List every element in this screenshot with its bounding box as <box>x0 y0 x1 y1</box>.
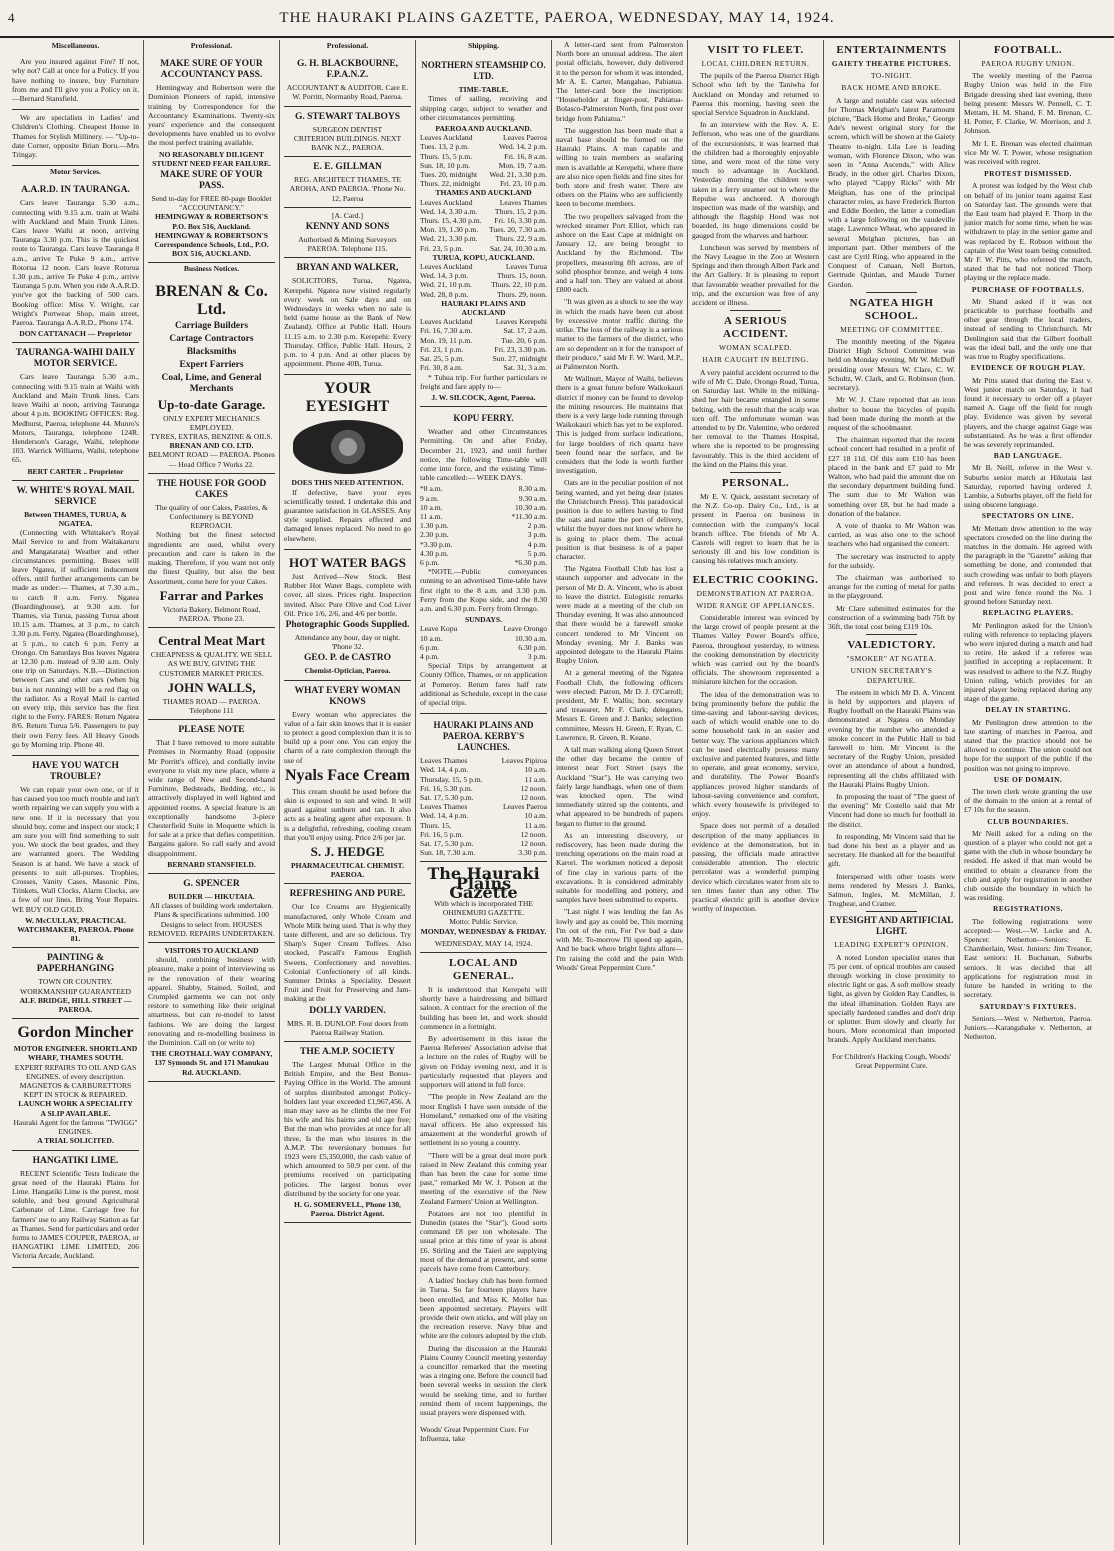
timetable-row: Thurs. 15, 4.30 p.m. Fri. 16, 3.30 p.m. <box>420 216 547 226</box>
painting-ad: PAINTING & PAPERHANGING TOWN OR COUNTRY. WORKMANSHIP GUARANTEED ALF. BRIDGE, HILL STREET — PAEROA. <box>12 948 139 1019</box>
fire-insurance-ad: Are you insured against Fire? If not, why not? Call at once for a Policy. If you have nothing to insure, buy Furniture from me and I'll give you a Policy on it.—Bernard Stansfield. <box>12 54 139 110</box>
masthead <box>0 0 1114 38</box>
timetable-row: Wed. 14, 4 p.m. 10 a.m. <box>420 765 547 775</box>
turua-kopu-table <box>420 262 547 299</box>
article-paragraph: The weekly meeting of the Paeroa Rugby Union was held in the Fire Brigade dressing shed last evening, there being present: Messrs W. Pennell, C. T. Mettam, H. M. Shand, F. M. Brenan, C. H. Potter, F. Clarke, W. Morrison, and J. Johnson. <box>964 71 1092 136</box>
section-heading: Business Notices. <box>183 264 240 274</box>
masthead-title: THE HAURAKI PLAINS GAZETTE, PAEROA, WEDNESDAY, MAY 14, 1924. <box>279 10 835 26</box>
timetable-row: Sun. 18, 10 p.m. Mon. 19, 7 a.m. <box>420 160 547 170</box>
thames-auckland-table <box>420 198 547 253</box>
valedictory-heading: VALEDICTORY. <box>847 639 936 652</box>
timetable-row: Fri. 16, 7.30 a.m. Sat. 17, 2 a.m. <box>420 326 547 336</box>
article-paragraph: Mr Clare submitted estimates for the construction of a swimming bath 75ft by 36ft, the total cost being £119 10s. <box>828 603 955 631</box>
football-heading: FOOTBALL. <box>993 44 1063 56</box>
timetable-row: Wed. 28, 8 p.m. Thurs. 29, noon. <box>420 289 547 299</box>
crothall-ad: VISITORS TO AUCKLAND should, combining business with pleasure, make a point of interviewing us re the renovation of their wearing apparel. Shabby, Stained, Soiled, and Crumpled garments we can not only restore to something like their original smartness, but can re-model to latest fashions. We are doing the largest renovating and re-modelling business in the Dominion. Call on (or write to) THE CROTHALL WAY COMPANY, 137 Symonds St. and 171 Manukau Rd. AUCKLAND. <box>148 943 275 1082</box>
article-paragraph: It is understood that Kerepehi will shortly have a hairdressing and billiard saloon. A contract for the erection of the building has been let, and work should commence in a fortnight. <box>420 985 547 1031</box>
electric-cooking-article <box>692 613 819 914</box>
paeroa-auckland-table <box>420 133 547 188</box>
cakes-ad: THE HOUSE FOR GOOD CAKES The quality of our Cakes, Pastries, & Confectionery is BEYOND REPROACH. Nothing but the finest selected ingredients are used, whilst every precaution and care is taken in the making. Therefore, if you want not only the finest Quality, but also the best Assortment, come here for your Cakes. Farrar and Parkes Victoria Bakery, Belmont Road, PAEROA. 'Phone 23. <box>148 474 275 628</box>
fleet-heading: VISIT TO FLEET. <box>707 44 804 56</box>
ngatea-article <box>828 337 955 631</box>
talboys-card: G. STEWART TALBOYS SURGEON DENTIST CRITERION BUILDINGS. NEXT BANK N.Z., PAEROA. <box>284 107 411 158</box>
timetable-row: Fri. 16, 5.30 p.m. 12 noon. <box>420 783 547 793</box>
sunday-ferry-table <box>420 624 547 661</box>
football-article <box>964 71 1092 166</box>
article-paragraph: In responding, Mr Vincent said that he had done his best as a player and as secretary. He thanked all for the beautiful gift. <box>828 831 955 869</box>
column-8: FOOTBALL. PAEROA RUGBY UNION. The weekly meeting of the Paeroa Rugby Union was held in the Fire Brigade dressing shed last evening, there being present: Messrs W. Pennell, C. T. Mettam, H. M. Shand, F. M. Brenan, C. H. Potter, F. Clarke, W. Morrison, and J. Johnson. Mr I. E. Brenan was elected chairman vice Mr W. T. Power, whose resignation was received with regret. PROTEST DISMISSED. A protest was lodged by the West club on behalf of its junior team against East on Saturday last. The grounds were that the East team had played F. Thorp in the junior match for some time, when he was withdrawn to play in the senior game and was replaced by E. Robson without the captain of the West team being consulted. Mr F. W. Pitts, who refereed the match, stated that he had not noticed Thorp playing or the replace made. PURCHASE OF FOOTBALLS. Mr Shand asked if it was not practicable to purchase footballs and other gear through the local traders, instead of sending to Christchurch. Mr Denlington said that the Gilbert football was the ideal ball, and the only one that was true to Rugby specifications. EVIDENCE OF ROUGH PLAY. Mr Pitts stated that during the East v. West junior match on Saturday, it had found it necessary to order off a player named A. Gage off the field for rough play. Evidence was given by several players, and the charge against Gage was substantiated. As he was a first offender he was severely reprimanded. BAD LANGUAGE. Mr B. Neill, referee in the West v. Suburbs senior match at Hikutaia last Saturday, reported having ordered J. Lambie, a Suburbs player, off the field for using obscene language. SPECTATORS ON LINE. Mr Mettam drew attention to the way spectators crowded on the line during the matches in the domain. He agreed with the paragraph in the "Gazette" asking that something be done, and contended that such crowding was unfair to both players and referees. It was decided to erect a post and wire fence round the No. 1 ground before Saturday next. REPLACING PLAYERS. Mr Penlington asked for the Union's ruling with reference to replacing players who were injured during a match and had to retire. He asked if a referee was justified in accepting a replacement. It was resolved to adhere to the N.Z. Rugby Union ruling, which provides for an injured player being replaced during any stage of the game. DELAY IN STARTING. Mr Penlington drew attention to the late starting of matches in Paeroa, and stated that the practice should not be allowed to continue. The union could not hope for the support of the public if the position was not going to improve. USE OF DOMAIN. The town clerk wrote granting the use of the domain to the union at a rental of £7 10s for the season. CLUB BOUNDARIES. Mr Neill asked for a ruling on the question of a player who could not get a game with the club in whose boundary he resided. He asked if that man would be entitled to obtain a clearance from the club and apply for registration in another club outside the boundary in which he was residing. REGISTRATIONS. The following registrations were accepted:— West.—W. Locke and A. Spencer. Netherton—Seniors: E. Chamberlain, West. Juniors: Jim Treanor, East seniors: H. Buchanan, Suburbs seniors. It was decided that all applications for registration must in future be handed in writing to the secretary. SATURDAY'S FIXTURES. Seniors.—West v. Netherton, Paeroa. Juniors.—Karangahake v. Netherton, at Netherton. <box>964 44 1092 1042</box>
timetable-row: 10 a.m. 10.30 a.m. <box>420 502 547 512</box>
column-7: ENTERTAINMENTS GAIETY THEATRE PICTURES. TO-NIGHT. BACK HOME AND BROKE. A large and notable cast was selected for Thomas Meighan's latest Paramount picture, "Back Home and Broke," George Ade's newest original story for the screen, which will be shown at the Gaiety Theatre to-night. Lila Lee is leading woman, with Florence Dixon, who was seen in "Anna Ascends," with Alice Brady, in the other girl. Charles Dixon, who played "Cappy Ricks" with Mr Meighan, has one of the principal character roles, as have Frederick Burton and Eddie Borden, the latter a comedian with a large following on the vaudeville stage. Lawrence Wheat, who appeared in several Meighan pictures, has an important part. Other members of the cast are Cyril Ring, who appeared in the Conquest of Canaan, Nell Burton, Gertrude Quinlan, and Maude Turner Gordon. NGATEA HIGH SCHOOL. MEETING OF COMMITTEE. The monthly meeting of the Ngatea District High School Committee was held on Monday evening. Mr W. McDuff presiding over Messrs W. Clare, C. W. Schultz, W. Clark, and G. Robinson (hon. secretary). Mr W. J. Clare reported that an iron shelter to house the bicycles of pupils had been made during the month at the request of the schoolmaster. The chairman reported that the recent school concert had resulted in a profit of £27 18 11d. Of this sum £10 has been placed in the bank and £7 paid to Mr Walton, who had paid the amount due on the secondary department building fund. The sum due to Mr Walton was something over £8, but he had made a donation of the balance. A vote of thanks to Mr Walton was carried, as was also one to the school teachers who had organised the concert. The secretary was instructed to apply for the subsidy. The chairman was authorised to arrange for the cutting of metal for paths in the playground. Mr Clare submitted estimates for the construction of a swimming bath 75ft by 36ft, the total cost being £119 10s. VALEDICTORY. "SMOKER" AT NGATEA. UNION SECRETARY'S DEPARTURE. The esteem in which Mr D. A. Vincent is held by supporters and players of Rugby football on the Hauraki Plains was demonstrated at Ngatea on Monday evening by the number who attended a smoke concert in the Public Hall to bid farewell to him. Mr Vincent is the secretary of the Rugby Union, presided over an attendance of about a hundred, representing all the clubs affiliated with the Hauraki Plains Rugby Union. In proposing the toast of "The guest of the evening" Mr Costello said that Mr Vincent had done so much for football in the district. In responding, Mr Vincent said that he had done his best as a player and as secretary. He thanked all for the beautiful gift. Interspersed with other toasts were items rendered by Messrs J. Banks, Salmon, Ingles, M. McMillan, J. Trughear, and Cramer. EYESIGHT AND ARTIFICIAL LIGHT. LEADING EXPERT'S OPINION. A noted London specialist states that 75 per cent. of optical troubles are caused through working in close proximity to electric light or gas. A soft mellow steady light, as given by Golden Ray Candles, is the ideal illumination. Golden Rays are specially hardened candles and don't drip or splutter. Burn slowly and clearly for hours. More economical than imported brands. Apply Auckland merchants. For Children's Hacking Cough, Woods' Great Peppermint Cure. <box>824 40 960 1545</box>
nyals-ad: WHAT EVERY WOMAN KNOWS Every woman who appreciates the value of a fair skin knows that it is easier to protect a good complexion than it is to build up a poor one. You can enjoy the charm of a rare complexion through the use of Nyals Face Cream This cream should be used before the skin is exposed to sun and wind. It will guard against sunburn and tan. It also acts as a healing agent after exposure. It is a delightful, refreshing, cooling cream that you'll enjoy using. Price 2/6 per jar. S. J. HEDGE PHARMACEUTICAL CHEMIST. PAEROA. <box>284 681 411 885</box>
column-4 <box>416 40 552 1545</box>
meat-mart-ad: Central Meat Mart CHEAPNESS & QUALITY. WE SELL AS WE BUY, GIVING THE CUSTOMER MARKET PRICES. JOHN WALLS, THAMES ROAD — PAEROA. Telephone 111 <box>148 628 275 720</box>
article-paragraph: The two propellers salvaged from the wrecked steamer Port Elliot, which ran ashore on the East Cape at midnight on January 12, are being brought to Auckland by the Richmond. The propellers, measuring 8ft across, are of solid phosphor bronze, and weigh 4 tons and a half ton. They are valued at about £800 each. <box>556 211 683 295</box>
timetable-row: Sat. 17, 5.30 p.m. 12 noon. <box>420 793 547 803</box>
timetable-row: Thursday, 15, 5 p.m. 11 a.m. <box>420 774 547 784</box>
timetable-row: Leaves Auckland Leaves Thames <box>420 197 547 207</box>
personal-heading: PERSONAL. <box>721 476 790 489</box>
kenny-card: [A. Card.] KENNY AND SONS Authorised & Mining Surveyors PAEROA. Telephone 115. <box>284 208 411 259</box>
section-heading: Shipping. <box>467 41 500 50</box>
kopu-ferry-table <box>420 484 547 567</box>
article-paragraph: "There will be a great deal more pork raised in New Zealand this coming year than has been the case for some time past," remarked Mr W. J. Poison at the meeting of the executive of the New Zealand Farmers' Union at Wellington. <box>420 1150 547 1206</box>
timetable-row: Thurs. 15, 11 a.m. <box>420 820 547 830</box>
timetable-row: Mon. 19, 11 p.m. Tue. 20, 6 p.m. <box>420 335 547 345</box>
local-news-body <box>420 985 547 1417</box>
accountancy-ad: MAKE SURE OF YOUR ACCOUNTANCY PASS. Hemingway and Robertson were the Dominion Pioneers of rapid, intensive training by Correspondence for the Accountancy Examinations. Twenty-six years' experience and the consequent developments have enabled us to evolve the most perfect training available. NO REASONABLY DILIGENT STUDENT NEED FEAR FAILURE. MAKE SURE OF YOUR PASS. Send to-day for FREE 80-page Booklet "ACCOUNTANCY." HEMINGWAY & ROBERTSON'S P.O. Box 516, Auckland. HEMINGWAY & ROBERTSON'S Correspondence Schools, Ltd., P.O. BOX 516, AUCKLAND. <box>148 54 275 263</box>
article-paragraph: Luncheon was served by members of the Navy League in the Zoo at Western Springs and then through Albert Park and the Art Gallery. It is pleasing to report that favourable weather prevailed for the trip, and the excursion was free of any accident or illness. <box>692 242 819 308</box>
timetable-row: 1.30 p.m. 2 p.m. <box>420 521 547 531</box>
timetable-row: Tues. 20, midnight Wed. 21, 3.30 p.m. <box>420 170 547 180</box>
article-paragraph: "It was given as a shock to see the way in which the roads have been cut about by excessive motor traffic during the strike. The loss of the railway is a serious matter to the farmers of the district, who are so dependent on it for the transport of their produce," said Mr F. W. Ward, M.P., at Palmerston North. <box>556 297 683 371</box>
eyesight-heading: EYESIGHT AND ARTIFICIAL LIGHT. <box>829 915 954 937</box>
amp-ad: THE A.M.P. SOCIETY The Largest Mutual Office in the British Empire, and the Best Bonus-Paying Office in the World. The amount of surplus distributed amongst Policy-holders last year exceeded £1,967,456. A man may save as he climbs the tree For his wife and his bairns and old age free; But the man who provides at once for all three, Is the man who insures in the A.M.P. The reversionary bonuses for 1923 were £5,350,000, the cash value of which amounted to 50.9 per cent. of the premiums received on participating policies. The largest bonus ever distributed by the society for one year. H. G. SOMERVELL, Phone 130, Paeroa. District Agent. <box>284 1042 411 1223</box>
watch-ad: HAVE YOU WATCH TROUBLE? We can repair your own one, or if it has caused you too much trouble and isn't worth repairing we can supply you with a new one. If it is necessary that you should buy, come and inspect our stock; I am sure you will find something to suit you. We stock the best grades, and they are warranted goers. The Wedding Season is at hand. We have a stock of presents to suit all-purses. Trophies, Crosses, Vanity Cases, Masonic Pins, Trinkets, Wall Clocks, Alarm Clocks, are a few of our lines. Bring Your Repairs. WE BUY OLD GOLD. W. McCULLAY, PRACTICAL WATCHMAKER, PAEROA. Phone 81. <box>12 756 139 948</box>
eye-illustration <box>293 420 403 474</box>
article-paragraph: Mr W. J. Clare reported that an iron shelter to house the bicycles of pupils had been made during the month at the request of the schoolmaster. <box>828 395 955 432</box>
article-paragraph: A vote of thanks to Mr Walton was carried, as was also one to the school teachers who had organised the concert. <box>828 520 955 549</box>
woods-note: For Children's Hacking Cough, Woods' Great Peppermint Cure. <box>831 1052 952 1071</box>
article-paragraph: The monthly meeting of the Ngatea District High School Committee was held on Monday evening. Mr W. McDuff presiding over Messrs W. Clare, C. W. Schultz, W. Clark, and G. Robinson (hon. secretary). <box>828 337 955 393</box>
article-paragraph: Interspersed with other toasts were items rendered by Messrs J. Banks, Salmon, Ingles, M. McMillan, J. Trughear, and Cramer. <box>828 871 955 909</box>
gillman-card: E. E. GILLMAN REG. ARCHITECT THAMES, TE AROHA, AND PAEROA. 'Phone No. 12, Paeroa <box>284 157 411 208</box>
timetable-row: Wed. 14, 3 p.m. Thurs. 15, noon. <box>420 271 547 281</box>
page-number: 4 <box>8 10 16 25</box>
article-paragraph: As an interesting discovery, or rediscovery, has been made during the trenching operations on the main road at Karori. The workmen noticed a deposit of fine clay in various parts of the excavations. It is considered admirably suitable for modelling and pottery, and samples have been submitted to experts. <box>556 830 683 905</box>
kerby-table-1 <box>420 756 547 802</box>
timetable-row: Leaves Auckland Leaves Kerepehi <box>420 317 547 327</box>
blackbourne-card: G. H. BLACKBOURNE, F.P.A.N.Z. ACCOUNTANT & AUDITOR. Care E. W. Porritt, Normanby Road, Paeroa. <box>284 54 411 106</box>
timetable-row: Fri. 23, 5 p.m. Sat. 24, 10.30 a.m. <box>420 243 547 253</box>
gaiety-article: A large and notable cast was selected for Thomas Meighan's latest Paramount picture, "Back Home and Broke," George Ade's newest original story for the screen, which will be shown at the Gaiety Theatre to-night. Lila Lee is leading woman, with Florence Dixon, who was seen in "Anna Ascends," with Alice Brady, in the other girl. Charles Dixon, who played "Cappy Ricks" with Mr Meighan, has one of the principal character roles, as have Frederick Burton and Eddie Borden, the latter a comedian with a large following on the vaudeville stage. Lawrence Wheat, who appeared in several Meighan pictures, has an important part. Other members of the cast are Cyril Ring, who appeared in the Conquest of Canaan, Nell Burton, Gertrude Quinlan, and Maude Turner Gordon. <box>828 95 955 289</box>
column-2 <box>144 40 280 1545</box>
eyesight-article: A noted London specialist states that 75 per cent. of optical troubles are caused through working in close proximity to electric light or gas. A soft mellow steady light, as given by Golden Ray Candles, is the ideal illumination. Golden Rays are specially hardened candles and don't drip or splutter. Burn slowly and clearly for hours. More economical than imported brands. Apply Auckland merchants. <box>828 952 955 1045</box>
article-paragraph: The pupils of the Paeroa District High School who left by the Taniwha for Auckland on Monday and returned to Paeroa this morning, having seen the special Service Squadron in Auckland. <box>692 71 819 118</box>
article-paragraph: The suggestion has been made that a naval base should be formed on the Hauraki Plains. A man capable and willing to train members as seafaring men is available at Kerepehi, where there are also nice open fields and fine sites for both store and fresh water. There are others on the Plains who are sufficiently keen to become members. <box>556 125 683 209</box>
gazette-title: The Hauraki Plains Gazette <box>427 864 540 902</box>
article-paragraph: The chairman reported that the recent school concert had resulted in a profit of £27 18 11d. Of this sum £10 has been placed in the bank and £7 paid to Mr Walton, who had paid the amount due on the secondary department building fund. The sum due to Mr Walton was something over £8, but he had made a donation of the balance. <box>828 435 955 518</box>
electric-cooking-heading: ELECTRIC COOKING. <box>692 573 819 586</box>
timetable-row: Leaves Auckland Leaves Turua <box>420 262 547 272</box>
valedictory-article <box>828 688 955 909</box>
article-paragraph: A ladies' hockey club has been formed in Turua. So far fourteen players have been enrolled, and Miss K. Moller has been appointed secretary. Players will provide their own sticks, and will play on the recreation reserve. Navy blue and white are the colours adopted by the club. <box>420 1276 547 1341</box>
hauraki-plains-table <box>420 317 547 372</box>
article-paragraph: Considerable interest was evinced by the large crowd of people present at the Thames Valley Power Board's office, Paeroa, throughout yesterday, to witness the cooking demonstration by electricity which was carried out by the board's officials. The showroom represented a miniature kitchen for the occasion. <box>692 612 819 687</box>
article-paragraph: A letter-card sent from Palmerston North bore an unusual address. The alert postal officials, however, duly delivered it to the person for whom it was intended, Mr A. E. Carter, Mangahao, Pahiatua. The letter-card bore the inscription: "Householder at finger-post, Pahiatua-Bolasco-Palmerston North, first post over bridge from Pahiatua." <box>556 40 683 123</box>
timetable-row: Wed. 14, 4 p.m. 10 a.m. <box>420 811 547 821</box>
timetable-row: Fri. 30, 8 a.m. Sat. 31, 3 a.m. <box>420 363 547 373</box>
lime-ad: HANGATIKI LIME. RECENT Scientific Tests Indicate the great need of the Hauraki Plains for Lime. Hangatiki Lime is the purest, most soluble, and best ground Agricultural Carbonate of Lime. Carriage free for farmers' use to any Railway Station as far as Thames. Send for particulars and order forms to JAMES COUPER, PAEROA, or HANGATIKI LIME LIMITED, 206 Victoria Arcade, Auckland. <box>12 1151 139 1268</box>
hot-water-bags-ad: HOT WATER BAGS Just Arrived—New Stock. Best Rubber Hot Water Bags, complete with cover, all sizes. Prices right. Inspection invited. Also: Pure Olive and Cod Liver Oil. Price 1/6, 2/6, and 4/6 per bottle. Photographic Goods Supplied. Attendance any hour, day or night. 'Phone 32. GEO. P. de CASTRO Chemist-Optician, Paeroa. <box>284 550 411 681</box>
gazette-date: WEDNESDAY, MAY 14, 1924. <box>434 938 533 948</box>
entertainments-heading: ENTERTAINMENTS <box>836 44 947 56</box>
timetable-row: Tues. 13, 2 p.m. Wed. 14, 2 p.m. <box>420 142 547 152</box>
timetable-row: 2.30 p.m. 3 p.m. <box>420 530 547 540</box>
article-paragraph: The secretary was instructed to apply for the subsidy. <box>828 551 955 570</box>
section-heading: Professional. <box>190 41 233 50</box>
section-heading: Miscellaneous. <box>51 41 100 50</box>
timetable-row: Sat. 25, 5 p.m. Sun. 27, midnight <box>420 354 547 364</box>
article-paragraph: At a general meeting of the Ngatea Football Club, the following officers were elected: Patron, Mr D. J. O'Carroll; president, Mr F. Wallis; hon. secretary and treasurer, Mr F. Clark; delegates, Messrs E. Green and J. Banks; selection committee, Messrs H. Green, F. Ryan, C. Lawrence, R. Green, R. Keane. <box>556 668 683 742</box>
timetable-row: Wed. 14, 3.30 a.m. Thurs. 15, 2 p.m. <box>420 206 547 216</box>
section-heading: Professional. <box>326 41 369 50</box>
accident-heading: A SERIOUS ACCIDENT. <box>722 315 789 341</box>
timetable-row: Leave Kopu Leave Orongo <box>420 624 547 634</box>
timetable-row: Leaves Auckland Leaves Paeroa <box>420 133 547 143</box>
article-paragraph: The chairman was authorised to arrange for the cutting of metal for paths in the playground. <box>828 572 955 601</box>
aard-ad: A.A.R.D. IN TAURANGA. Cars leave Tauranga 5.30 a.m., connecting with 9.15 a.m. train at Waihi with Auckland and Main Trunk Lines. Cars leave Waihi at noon, arriving Tauranga 3.30 p.m. This is the quickest route to Tauranga. Cars leave Tauranga 8 a.m., arrive Te Puke 9 a.m., arrive Rotorua 12 noon. Cars leave Rotorua 1.30 p.m., arrive Te Puke 4 p.m., arrive Tauranga 5 p.m. When you ride A.A.R.D. you've got the backing of 500 cars. Booking office: Miss V. Wright, car Wright's Portwear Shop, main street, Paeroa. Tauranga A.A.R.D., Phone 174. DON CATTANACH — Proprietor <box>12 180 139 343</box>
kerby-table-2 <box>420 802 547 857</box>
timetable-row: Fri. 23, 1 p.m. Fri. 23, 3.30 p.m. <box>420 344 547 354</box>
timetable-row: Leaves Thames Leaves Pipiroa <box>420 756 547 766</box>
timetable-row: *3.30 p.m. 4 p.m. <box>420 539 547 549</box>
timetable-row: 11 a.m. *11.30 a.m. <box>420 511 547 521</box>
millinery-ad: We are specialists in Ladies' and Children's Clothing. Cheapest House in Thames for Stylish Millinery. — "Up-to-date Corner, opposite Brian Boru.—Mrs Tringay. <box>12 110 139 166</box>
timetable-row: 10 a.m. 10.30 a.m. <box>420 633 547 643</box>
spencer-ad: G. SPENCER BUILDER — HIKUTAIA. All classes of building work undertaken. Plans & specifications submitted. 100 Designs to select from. HOUSES REMOVED. REPAIRS UNDERTAKEN. <box>148 874 275 943</box>
timetable-row: 4.30 p.m. 5 p.m. <box>420 548 547 558</box>
timetable-row: Wed. 21, 3.30 p.m. Thurs. 22, 9 a.m. <box>420 234 547 244</box>
timetable-row: Thurs. 22, midnight Fri. 23, 10 p.m. <box>420 179 547 189</box>
ngatea-heading: NGATEA HIGH SCHOOL. <box>849 296 934 322</box>
eyesight-ad: YOUR EYESIGHT DOES THIS NEED ATTENTION. If defective, have your eyes scientifically tested. I undertake this and guarantee satisfaction in GLASSES. Any style supplied. Repairs effected and damaged lenses replaced. No need to go elsewhere. <box>284 375 411 549</box>
column-5 <box>552 40 688 1545</box>
article-paragraph: In proposing the toast of "The guest of the evening" Mr Costello said that Mr Vincent had done so much for football in the district. <box>828 792 955 829</box>
dolly-varden-ad: REFRESHING AND PURE. Our Ice Creams are Hygienically manufactured, only Whole Cream and Whole Milk being used. That is why they taste different, and are so delicious. Try Sharp's Super Cream Toffees. Also stocked, Pascall's Famous English Sweets, Confectionery and novelties. Colonial Confectionery of all kinds. Summer Drinks a Speciality. Dessert Fruit and Fruit for Preserving and Jam-making at the DOLLY VARDEN. MRS. R. B. DUNLOP. Four doors from Paeroa Railway Station. <box>284 884 411 1042</box>
timetable-row: 4 p.m. 3 p.m. <box>420 651 547 661</box>
timetable-row: Fri. 16, 5 p.m. 12 noon. <box>420 829 547 839</box>
newspaper-page <box>8 40 1106 1545</box>
article-paragraph: The esteem in which Mr D. A. Vincent is held by supporters and players of Rugby football on the Hauraki Plains was demonstrated at Ngatea on Monday evening by the number who attended a smoke concert in the Public Hall to bid farewell to him. Mr Vincent is the secretary of the Rugby Union, presided over an attendance of about a hundred, representing all the clubs affiliated with the Hauraki Plains Rugby Union. <box>828 687 955 789</box>
timetable-row: *8 a.m. 8.30 a.m. <box>420 484 547 494</box>
article-paragraph: Mr Wallnutt, Mayor of Waihi, believes there is a great future before Waikokauri district if money can be found to develop the mining resources. He maintains that there is a very large lode running through Waikokauri which has yet to be explored. This is judged from surface indications, for large boulders of rich quartz have been found near the surface, and he considers that the lode is worth further investigation. <box>556 374 683 476</box>
steamship-timetable: NORTHERN STEAMSHIP CO. LTD. TIME-TABLE. Times of sailing, receiving and shipping cargo, subject to weather and other circumstances permitting. PAEROA AND AUCKLAND. Leaves Auckland Leaves Paeroa Tues. 13, 2 p.m. Wed. 14, 2 p.m. Thurs. 15, 5 p.m. Fri. 16, 8 a.m. Sun. 18, 10 p.m. Mon. 19, 7 a.m. Tues. 20, midnight Wed. 21, 3.30 p.m. Thurs. 22, midnight Fri. 23, 10 p.m. THAMES AND AUCKLAND Leaves Auckland Leaves Thames Wed. 14, 3.30 a.m. Thurs. 15, 2 p.m. Thurs. 15, 4.30 p.m. Fri. 16, 3.30 p.m. Mon. 19, 1.30 p.m. Tues. 20, 7.30 a.m. Wed. 21, 3.30 p.m. Thurs. 22, 9 a.m. Fri. 23, 5 p.m. Sat. 24, 10.30 a.m. TURUA, KOPU, AUCKLAND. Leaves Auckland Leaves Turua Wed. 14, 3 p.m. Thurs. 15, noon. Wed. 21, 10 p.m. Thurs. 22, 10 p.m. Wed. 28, 8 p.m. Thurs. 29, noon. HAURAKI PLAINS AND AUCKLAND Leaves Auckland Leaves Kerepehi Fri. 16, 7.30 a.m. Sat. 17, 2 a.m. Mon. 19, 11 p.m. Tue. 20, 6 p.m. Fri. 23, 1 p.m. Fri. 23, 3.30 p.m. Sat. 25, 5 p.m. Sun. 27, midnight Fri. 30, 8 a.m. Sat. 31, 3 a.m. * Tuhua trip. For further particulars re freight and fare apply to— J. W. SILCOCK, Agent, Paeroa. <box>420 54 547 407</box>
article-paragraph: Oats are in the peculiar position of not being wanted, and yet being dear (states the Christchurch Press). This paradoxical position is due to sellers having to find the oats and name the port of delivery, whilst the buyer does not know where he is going to place them. The actual position is that business is of a paper character. <box>556 478 683 561</box>
timetable-row: 9 a.m. 9.30 a.m. <box>420 493 547 503</box>
article-paragraph: Mr I. E. Brenan was elected chairman vice Mr W. T. Power, whose resignation was received with regret. <box>964 138 1092 167</box>
timetable-row: Mon. 19, 1.30 p.m. Tues. 20, 7.30 a.m. <box>420 225 547 235</box>
tauranga-waihi-ad: TAURANGA-WAIHI DAILY MOTOR SERVICE. Cars leave Tauranga 5.30 a.m., connecting with 9.15 train at Waihi with Auckland and Main Trunk lines. Cars leave Waihi at noon, arriving Tauranga about 4 p.m. BOOKING OFFICES: Reg. Medhurst, Paeroa, telephone 44. Munro's Motors, Tauranga, telephone 124R. Henderson's Garage, Waihi, telephone 103. Warrick Williams, Waihi, telephone 65. BERT CARTER .. Proprietor <box>12 343 139 480</box>
article-paragraph: In an interview with the Rev. A. E. Jefferson, who was one of the guardians of the excursionists, it was learned that the children had a thoroughly enjoyable time, and were most of the time very much to advantage in Auckland. Yesterday morning the children were taken in a ferry steamer out to where the Repulse was anchored. A thorough inspection was made of the warship, and although the flagship Hood was not boarded, its huge dimensions could be gauged from the wharves and harbour. <box>692 120 819 240</box>
woods-note: Woods' Great Peppermint Cure. For Influenza, take <box>420 1424 529 1443</box>
bryan-walker-card: BRYAN AND WALKER, SOLICITORS, Turua, Ngatea, Kerepehi. Ngatea now visited regularly every week on Sale days and on Wednesdays in weeks when no sale is held (same house as the Bank of New Zealand). Office at Public Hall. Hours 11.15 a.m. to 2.30 p.m. Kerepehi: Every Thursday. Office, Public Hall. Hours, 2 p.m. to 4 p.m. And at other places by appointment. Phone 40B, Turua. <box>284 258 411 375</box>
timetable-row: Sun. 18, 7.30 a.m. 3.30 p.m. <box>420 848 547 858</box>
brenan-ad: BRENAN & Co. Ltd. Carriage Builders Cartage Contractors Blacksmiths Expert Farriers Coal, Lime, and General Merchants Up-to-date Garage. ONLY EXPERT MECHANICS EMPLOYED. TYRES, EXTRAS, BENZINE & OILS. BRENAN AND CO. LTD. BELMONT ROAD — PAEROA. Phones— Head Office 7 Works 22. <box>148 278 275 474</box>
section-heading: Motor Services. <box>50 167 101 177</box>
column-1 <box>8 40 144 1545</box>
column-6: VISIT TO FLEET. LOCAL CHILDREN RETURN. The pupils of the Paeroa District High School who left by the Taniwha for Auckland on Monday and returned to Paeroa this morning, having seen the special Service Squadron in Auckland. In an interview with the Rev. A. E. Jefferson, who was one of the guardians of the excursionists, it was learned that the children had a thoroughly enjoyable time, and were most of the time very much to advantage in Auckland. Yesterday morning the children were taken in a ferry steamer out to where the Repulse was anchored. A thorough inspection was made of the warship, and although the flagship Hood was not boarded, its huge dimensions could be gauged from the wharves and harbour. Luncheon was served by members of the Navy League in the Zoo at Western Springs and then through Albert Park and the Art Gallery. It is pleasing to report that favourable weather prevailed for the trip, and the excursion was free of any accident or illness. A SERIOUS ACCIDENT. WOMAN SCALPED. HAIR CAUGHT IN BELTING. A very painful accident occurred to the wife of Mr C. Dale, Orongo Road, Turua, on Saturday last. While in the milking-shed her hair became entangled in some belting, with the result that the scalp was torn off. The unfortunate woman was attended to by Dr. Valentine, who ordered her removal to the Thames Hospital, where she is reported to be progressing favourably. This is the third accident of the kind on the Plains this year. PERSONAL. Mr E. V. Quick, assistant secretary of the N.Z. Co-op. Dairy Co., Ltd., is at present in Paeroa on business in connection with the company's local branch office. The friends of Mr A. Casrels will regret to learn that he is seriously ill and his low condition is causing his relatives much anxiety. ELECTRIC COOKING. DEMONSTRATION AT PAEROA. WIDE RANGE OF APPLIANCES. Considerable interest was evinced by the large crowd of people present at the Thames Valley Power Board's office, Paeroa, throughout yesterday, to witness the cooking demonstration by electricity which was carried out by the board's officials. The showroom represented a miniature kitchen for the occasion. The idea of the demonstration was to bring prominently before the public the time-saving and labour-saving devices, each of which would enable one to do some household task in an easier and better way. The various appliances which can be used electrically possess many exclusive and patented features, and little to operate, and great economy, service, and durability. The Power Board's appliances proved higher standards of labour-saving convenience and comfort, which every housewife is privileged to enjoy. Space does not permit of a detailed description of the many appliances in evidence at the demonstration, but in passing, the officials made attractive considerable attention. The electric percolator was a wonderful pumping device which circulates water from six to ten times faster than any other. The practical electric grill is another device worthy of inspection. <box>688 40 824 1545</box>
column-3 <box>280 40 416 1545</box>
royal-mail-ad: W. WHITE'S ROYAL MAIL SERVICE Between THAMES, TURUA, & NGATEA. (Connecting with Whittaker's Royal Mail Service to and from Waitakaruru and Mangatarata) Weather and other circumstances permitting. Buses will leave Ngatea, if sufficient inducement offers, until further arrangements can be made as under:— Thames, at 7.30 a.m., to catch 8 a.m. Ferry. Ngatea (Boardinghouse), at 9.30 a.m. for Thames, via Turua, passing Turua about 10.15 a.m. Thames, at 3 p.m., to catch 3.30 p.m. Ferry. Ngatea (Boardinghouse), at 5 p.m., to catch 6 p.m. Ferry at Orongo. On Saturdays Bus leaves Ngatea at 12.30 p.m. instead of 9.30 a.m. Only one trip on Saturdays. N.B.—Distinction between Cars and other cars (when big bus is not running) will be a red flag on the radiator. As a Royal Mail is carried on every trip, this service has the first right to the Ferry. FARES: Return Ngatea 8/6. Return Turua 5/6. Passengers to pay their own Ferry fees. All Heavy Goods go by Morning trip. Phone 40. <box>12 481 139 756</box>
article-paragraph: During the discussion at the Hauraki Plains County Council meeting yesterday a councillor remarked that the meeting was a ringing one. Before the council had been several weeks in session the clerk would be seeking time, and to further remind them of recent happenings, the usual prayers were dispensed with. <box>420 1343 547 1417</box>
please-note-ad: PLEASE NOTE That I have removed to more suitable Premises in Normanby Road (opposite Mr Porritt's office), and cordially invite everyone to visit my new place, where a wide range of New and Second-hand Furniture, Bedsteads, Bedding, etc., is attractively displayed in well lighted and appointed rooms. A special feature is an exceptionally handsome 3-piece Chesterfield Suite in Moquette which is for sale at a price that defies competition. Bargains galore. So call early and avoid disappointment. BERNARD STANSFIELD. <box>148 720 275 874</box>
local-and-general-heading: LOCAL AND GENERAL. <box>449 957 518 983</box>
article-paragraph: Potatoes are not too plentiful in Dunedin (states the "Star"). Good sorts command £8 per ton wholesale. The usual price at this time of year is about £6. Stirling and the Taieri are supplying most of the demand at present, and some parcels have come from Canterbury. <box>420 1208 547 1273</box>
article-paragraph: The Ngatea Football Club has lost a staunch supporter and advocate in the person of Mr D. A. Vincent, who is about to leave the district. Eulogistic remarks were made at a meeting of the club on Thursday evening. It was also announced that there would be a farewell smoke concert tendered to Mr Vincent on Monday evening. Mr J. Banks was appointed delegate to the Hauraki Plains Rugby Union. <box>556 564 683 666</box>
timetable-row: Sat. 17, 5.30 p.m. 12 noon. <box>420 839 547 849</box>
article-paragraph: A tall man walking along Queen Street the other day became the centre of interest near Fort Street (says the Auckland "Star"). He was carrying two fairly large handbags, when one of them was knocked open. The wind immediately stirred up the contents, and what appeared to be hundreds of papers began to flutter to the ground. <box>556 745 683 828</box>
article-paragraph: The idea of the demonstration was to bring prominently before the public the time-saving and labour-saving devices, each of which would enable one to do some household task in an easier and better way. The various appliances which can be used electrically possess many exclusive and patented features, and little to operate, and great economy, service, and durability. The Power Board's appliances proved higher standards of labour-saving convenience and comfort, which every housewife is privileged to enjoy. <box>692 689 819 819</box>
timetable-row: Thurs. 15, 5 p.m. Fri. 16, 8 a.m. <box>420 151 547 161</box>
article-paragraph: Space does not permit of a detailed description of the many appliances in evidence at the demonstration, but in passing, the officials made attractive considerable attention. The electric percolator was a wonderful pumping device which circulates water from six to ten times faster than any other. The practical electric grill is another device worthy of inspection. <box>692 821 819 914</box>
timetable-row: Wed. 21, 10 p.m. Thurs. 22, 10 p.m. <box>420 280 547 290</box>
article-paragraph: "Last night I was lending the fan As lowly and gay as could be, This morning I'm out of the run, For I've bad a date with Mr. To-morrow I'll speed up again, And be back where bright lights allure— I'm raising the cold and the pain With Woods' Great Peppermint Cure." <box>556 907 683 972</box>
news-paragraphs <box>556 40 683 972</box>
timetable-row: Leaves Thames Leaves Paeroa <box>420 802 547 812</box>
gazette-nameplate: The Hauraki Plains Gazette With which is incorporated THE OHINEMURI GAZETTE. Motto: Public Service. MONDAY, WEDNESDAY & FRIDAY. WEDNESDAY, MAY 14, 1924. <box>420 862 547 953</box>
article-paragraph: By advertisement in this issue the Paeroa Referees' Association advise that a lecture on the rules of Rugby will be given on Friday evening next, and it is particularly requested that players and supporters will attend in full force. <box>420 1034 547 1090</box>
kopu-ferry: KOPU FERRY. Weather and other Circumstances Permitting. On and after Friday, December 21, 1923, and until further notice, the following Time-table will come into force, and the existing Time-table cancelled:— WEEK DAYS. *8 a.m. 8.30 a.m. 9 a.m. 9.30 a.m. 10 a.m. 10.30 a.m. 11 a.m. *11.30 a.m. 1.30 p.m. 2 p.m. 2.30 p.m. 3 p.m. *3.30 p.m. 4 p.m. 4.30 p.m. 5 p.m. 6 p.m. *6.30 p.m. *NOTE.—Public conveyances running to an advertised Time-table have first right to the 8 a.m. and 3.30 p.m. Ferry from the Kopu side, and the 8.30 a.m. and 6.30 p.m. Ferry from Orongo. SUNDAYS. Leave Kopu Leave Orongo 10 a.m. 10.30 a.m. 6 p.m. 6.30 p.m. 4 p.m. 3 p.m. Special Trips by arrangement at County Office, Thames, or on application at Pomeroy. Return fares half rate additional as Schedule, except in the case of special trips. <box>420 407 547 714</box>
fleet-article <box>692 71 819 307</box>
personal-article: Mr E. V. Quick, assistant secretary of the N.Z. Co-op. Dairy Co., Ltd., is at present in Paeroa on business in connection with the company's local branch office. The friends of Mr A. Casrels will regret to learn that he is seriously ill and his low condition is causing his relatives much anxiety. <box>692 491 819 566</box>
accident-article: A very painful accident occurred to the wife of Mr C. Dale, Orongo Road, Turua, on Saturday last. While in the milking-shed her hair became entangled in some belting, with the result that the scalp was torn off. The unfortunate woman was attended to by Dr. Valentine, who ordered her removal to the Thames Hospital, where she is reported to be progressing favourably. This is the third accident of the kind on the Plains this year. <box>692 367 819 469</box>
timetable-row: 6 p.m. 6.30 p.m. <box>420 642 547 652</box>
timetable-row: 6 p.m. *6.30 p.m. <box>420 557 547 567</box>
article-paragraph: "The people in New Zealand are the most English I have seen outside of the Homeland," remarked one of the visiting naval officers. He also expressed his amazement at the wonderful growth of settlement in so young a country. <box>420 1092 547 1148</box>
mincher-ad: Gordon Mincher MOTOR ENGINEER. SHORTLAND WHARF, THAMES SOUTH. EXPERT REPAIRS TO OIL AND GAS ENGINES. of every description. MAGNETOS & CARBURETTORS KEPT IN STOCK & REPAIRED. LAUNCH WORK A SPECIALITY A SLIP AVAILABLE. Hauraki Agent for the famous "TWIGG" ENGINES. A TRIAL SOLICITED. <box>12 1019 139 1150</box>
kerby-launches: HAURAKI PLAINS AND PAEROA. KERBY'S LAUNCHES. Leaves Thames Leaves Pipiroa Wed. 14, 4 p.m. 10 a.m. Thursday, 15, 5 p.m. 11 a.m. Fri. 16, 5.30 p.m. 12 noon. Sat. 17, 5.30 p.m. 12 noon. Leaves Thames Leaves Paeroa Wed. 14, 4 p.m. 10 a.m. Thurs. 15, 11 a.m. Fri. 16, 5 p.m. 12 noon. Sat. 17, 5.30 p.m. 12 noon. Sun. 18, 7.30 a.m. 3.30 p.m. <box>420 714 547 862</box>
